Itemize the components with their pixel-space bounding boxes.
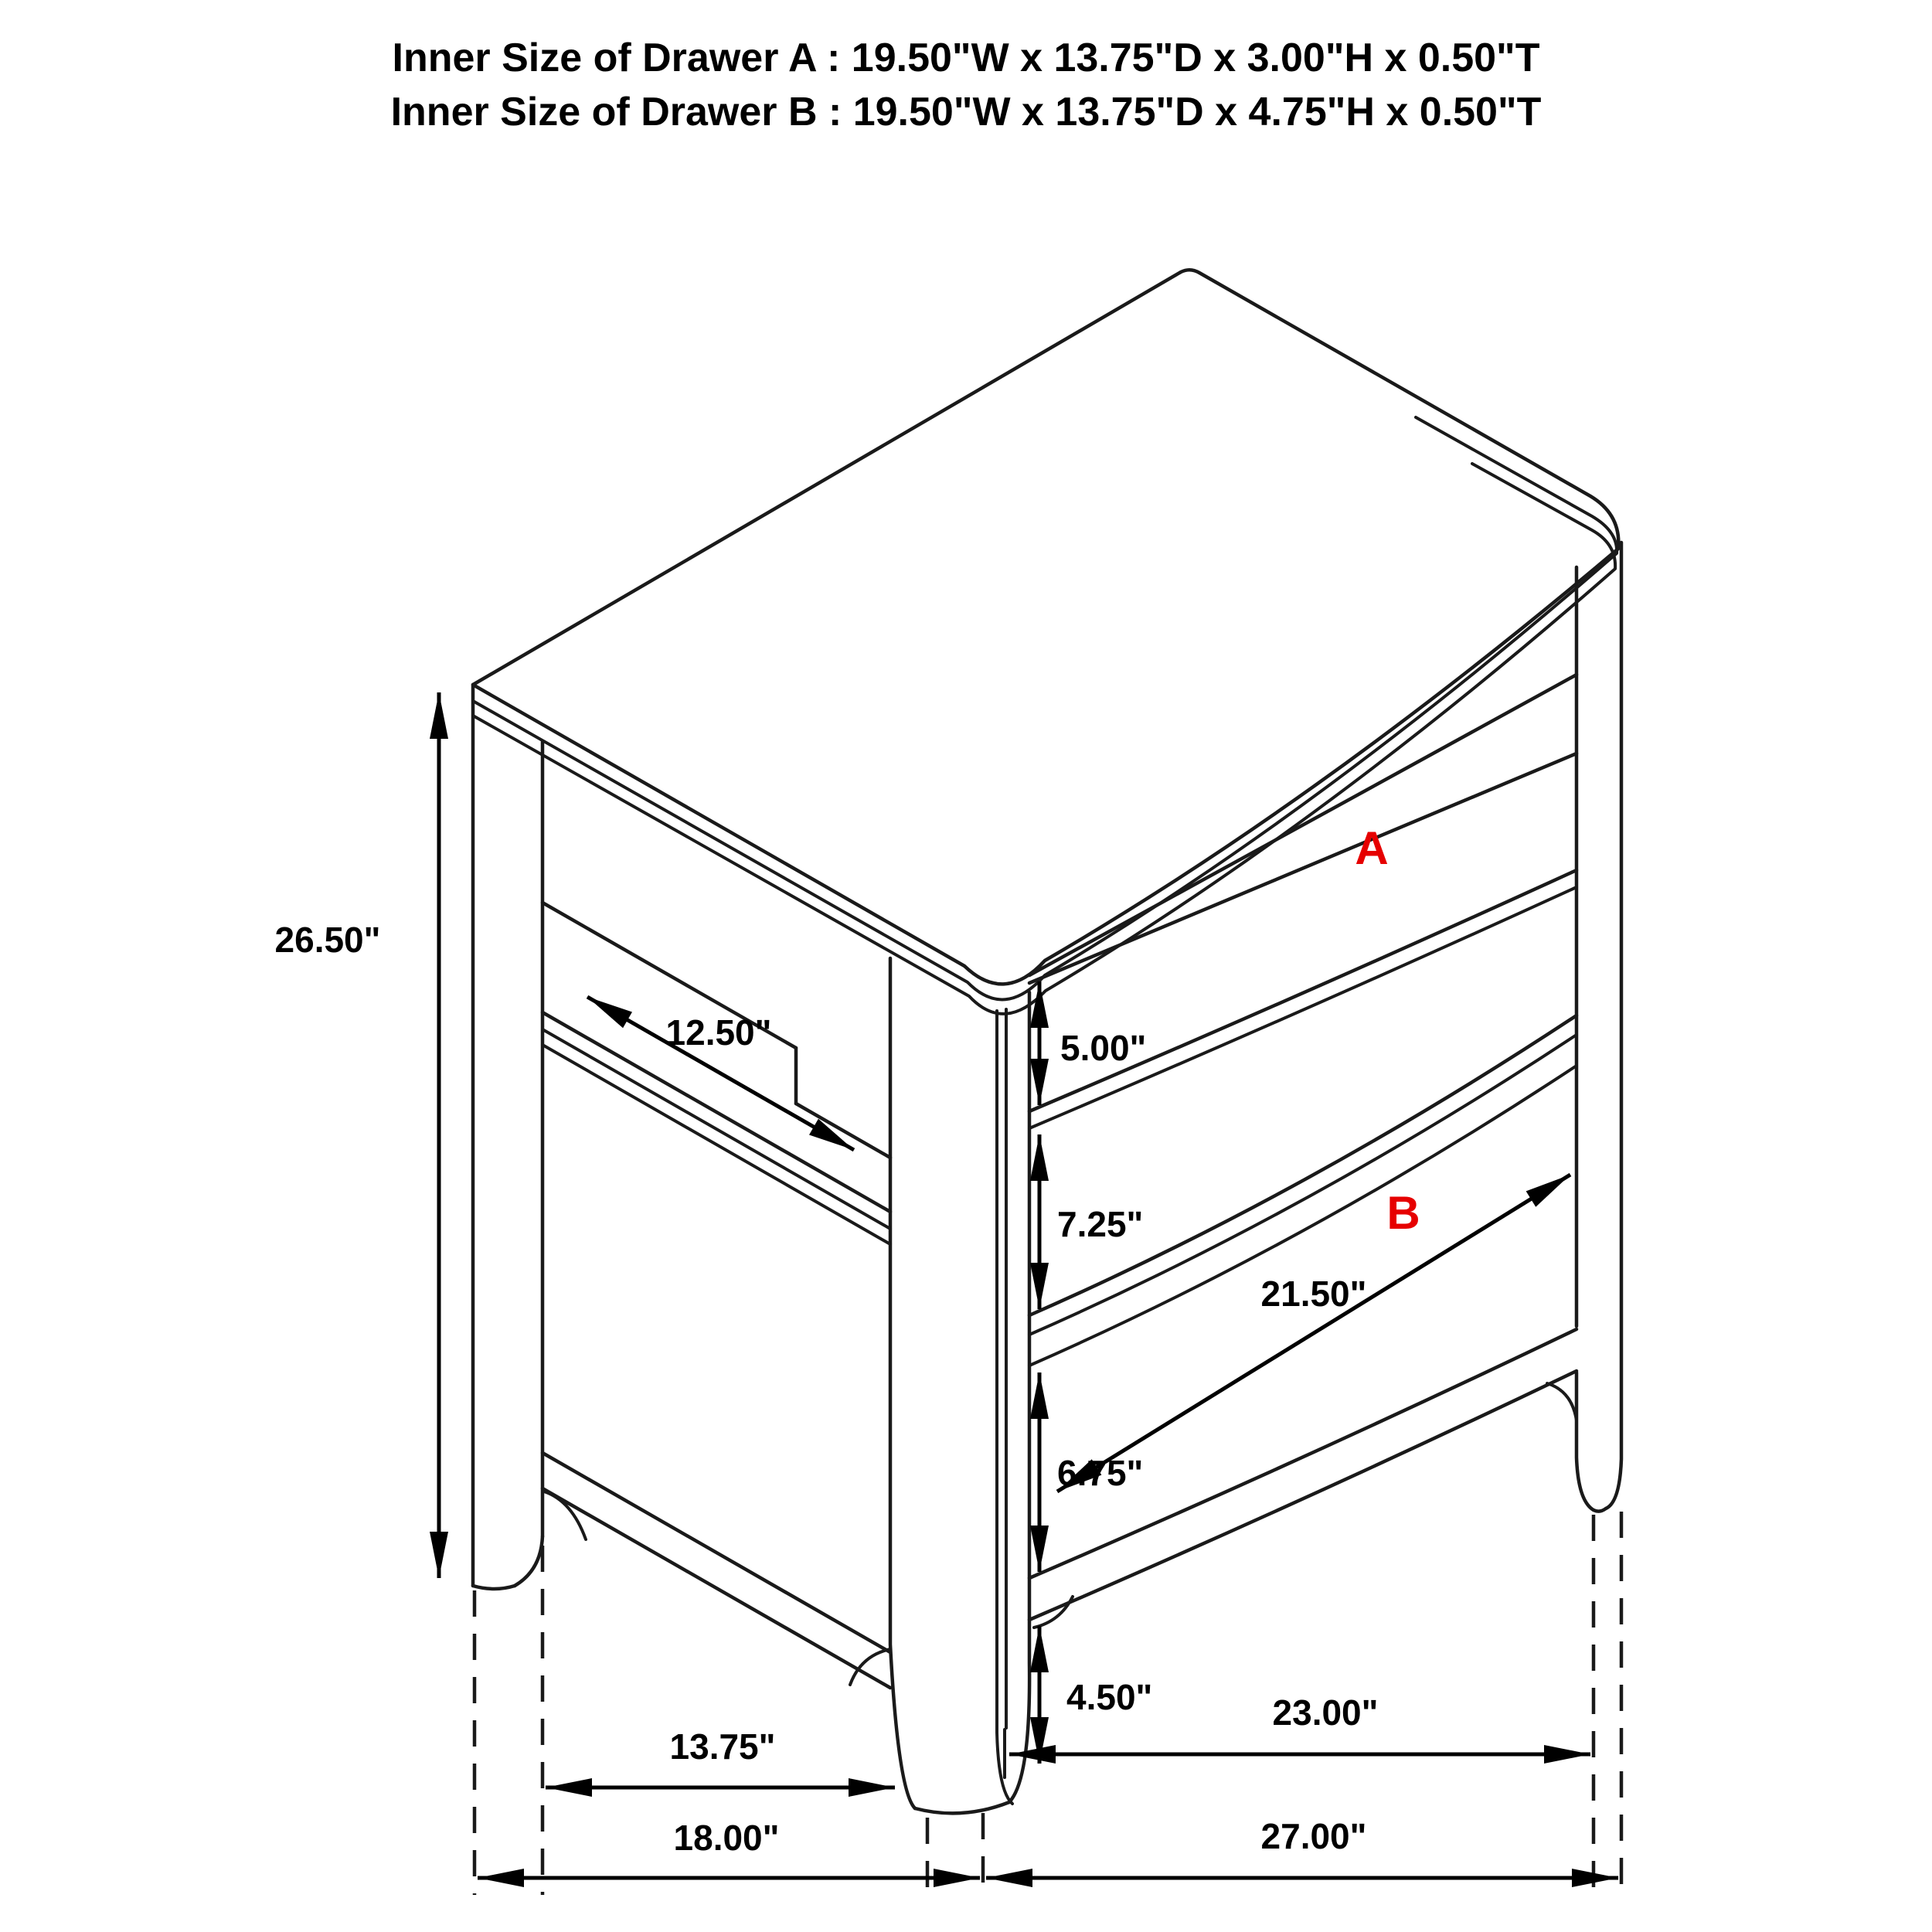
front-right-leg-right-edge <box>1606 543 1621 1509</box>
back-left-leg-foot <box>473 1586 515 1589</box>
label-drawer-b-width: 21.50" <box>1260 1274 1367 1314</box>
shelf1-front-top-edge <box>1029 870 1577 1111</box>
label-overall-depth: 18.00" <box>673 1818 780 1858</box>
front-right-leg-left-lower-edge <box>1577 1372 1594 1510</box>
drawer-a-top-edge <box>1029 675 1577 975</box>
label-drawer-b-front-height: 6.75" <box>1057 1453 1144 1493</box>
front-left-leg-right-edge <box>1009 992 1029 1802</box>
back-left-leg <box>473 685 543 1589</box>
label-ground-clearance: 4.50" <box>1066 1677 1153 1717</box>
side-rail-bottom-edge <box>543 1488 890 1688</box>
drawer-a-bottom-edge <box>1029 753 1577 983</box>
label-leg-spacing-depth: 13.75" <box>669 1726 776 1767</box>
shelf1-front-bottom-edge <box>1029 887 1577 1128</box>
side-shelf-bottom-edge <box>543 1045 890 1244</box>
front-right-leg-foot <box>1594 1509 1606 1512</box>
label-overall-height: 26.50" <box>274 920 381 960</box>
label-shelf-depth: 12.50" <box>665 1012 772 1053</box>
label-gap-middle: 7.25" <box>1057 1204 1144 1244</box>
tabletop-top-face <box>473 270 1618 984</box>
front-rail-bottom-edge <box>1029 1371 1577 1620</box>
title-line-1: Inner Size of Drawer A : 19.50"W x 13.75"D x 3.00"H x 0.50"T <box>392 36 1540 80</box>
front-left-leg <box>890 958 1029 1813</box>
tabletop-edge-band-1 <box>473 417 1617 999</box>
front-left-leg-foot <box>915 1802 1009 1813</box>
side-rail-left-bracket-arc <box>544 1492 586 1539</box>
tabletop <box>473 270 1618 1014</box>
front-right-leg <box>1577 543 1621 1512</box>
title-line-2: Inner Size of Drawer B : 19.50"W x 13.75"D x 4.75"H x 0.50"T <box>390 90 1542 134</box>
front-left-leg-left-edge <box>890 958 915 1808</box>
front-rail-left-bracket-arc <box>1034 1597 1073 1628</box>
label-gap-top-shelf: 5.00" <box>1060 1028 1147 1068</box>
back-left-leg-taper <box>515 1536 543 1586</box>
label-leg-spacing-width: 23.00" <box>1272 1692 1379 1733</box>
front-rail-right-bracket-arc <box>1547 1383 1577 1420</box>
side-rail-top-edge <box>543 1453 890 1652</box>
label-overall-width: 27.00" <box>1260 1816 1367 1856</box>
drawer-a-marker: A <box>1355 822 1389 874</box>
side-panel-lower-edge <box>796 1104 890 1158</box>
drawer-b-marker: B <box>1386 1187 1420 1239</box>
